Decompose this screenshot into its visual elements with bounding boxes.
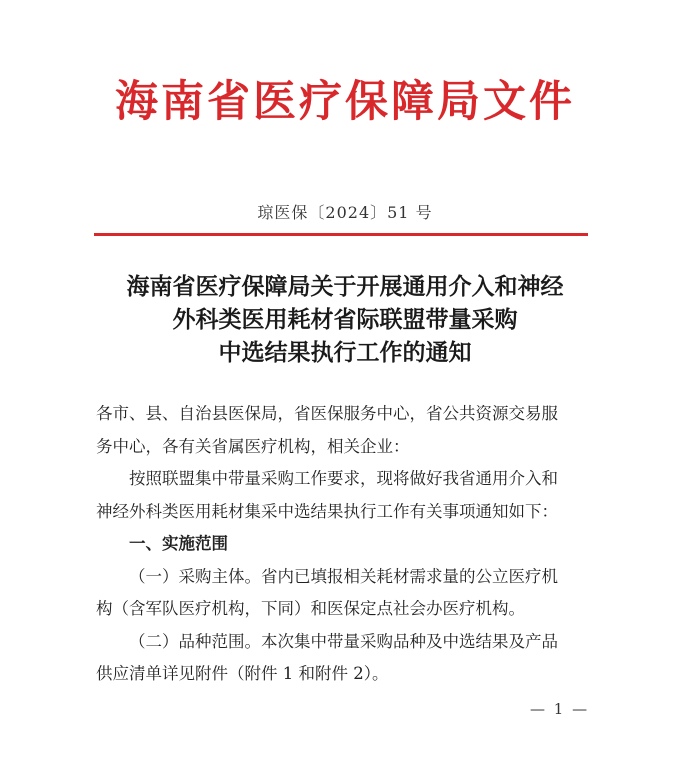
- notice-title-line: 海南省医疗保障局关于开展通用介入和神经: [126, 273, 564, 300]
- body-paragraph-line: （二）品种范围。本次集中带量采购品种及中选结果及产品: [129, 631, 558, 651]
- notice-title: [60, 270, 630, 369]
- body-paragraph-line: 构（含军队医疗机构，下同）和医保定点社会办医疗机构。: [96, 599, 525, 618]
- red-divider-rule: [94, 233, 588, 236]
- addressee-line: 各市、县、自治县医保局，省医保服务中心，省公共资源交易服: [96, 404, 558, 423]
- body-paragraph-line: 供应清单详见附件（附件 1 和附件 2）。: [96, 664, 389, 683]
- document-body: [96, 398, 596, 691]
- body-paragraph-line: 按照联盟集中带量采购工作要求，现将做好我省通用介入和: [129, 469, 558, 488]
- section-heading: 一、实施范围: [129, 534, 228, 553]
- body-paragraph-line: 神经外科类医用耗材集采中选结果执行工作有关事项通知如下：: [96, 501, 558, 521]
- document-number: 琼医保〔2024〕51 号: [257, 203, 433, 222]
- addressee-line: 务中心，各有关省属医疗机构，相关企业：: [96, 436, 410, 456]
- page-number: — 1 —: [530, 700, 590, 718]
- notice-title-line: 中选结果执行工作的通知: [218, 339, 472, 366]
- agency-header-title: 海南省医疗保障局文件: [115, 77, 575, 127]
- notice-title-line: 外科类医用耗材省际联盟带量采购: [172, 306, 518, 333]
- body-paragraph-line: （一）采购主体。省内已填报相关耗材需求量的公立医疗机: [129, 566, 558, 586]
